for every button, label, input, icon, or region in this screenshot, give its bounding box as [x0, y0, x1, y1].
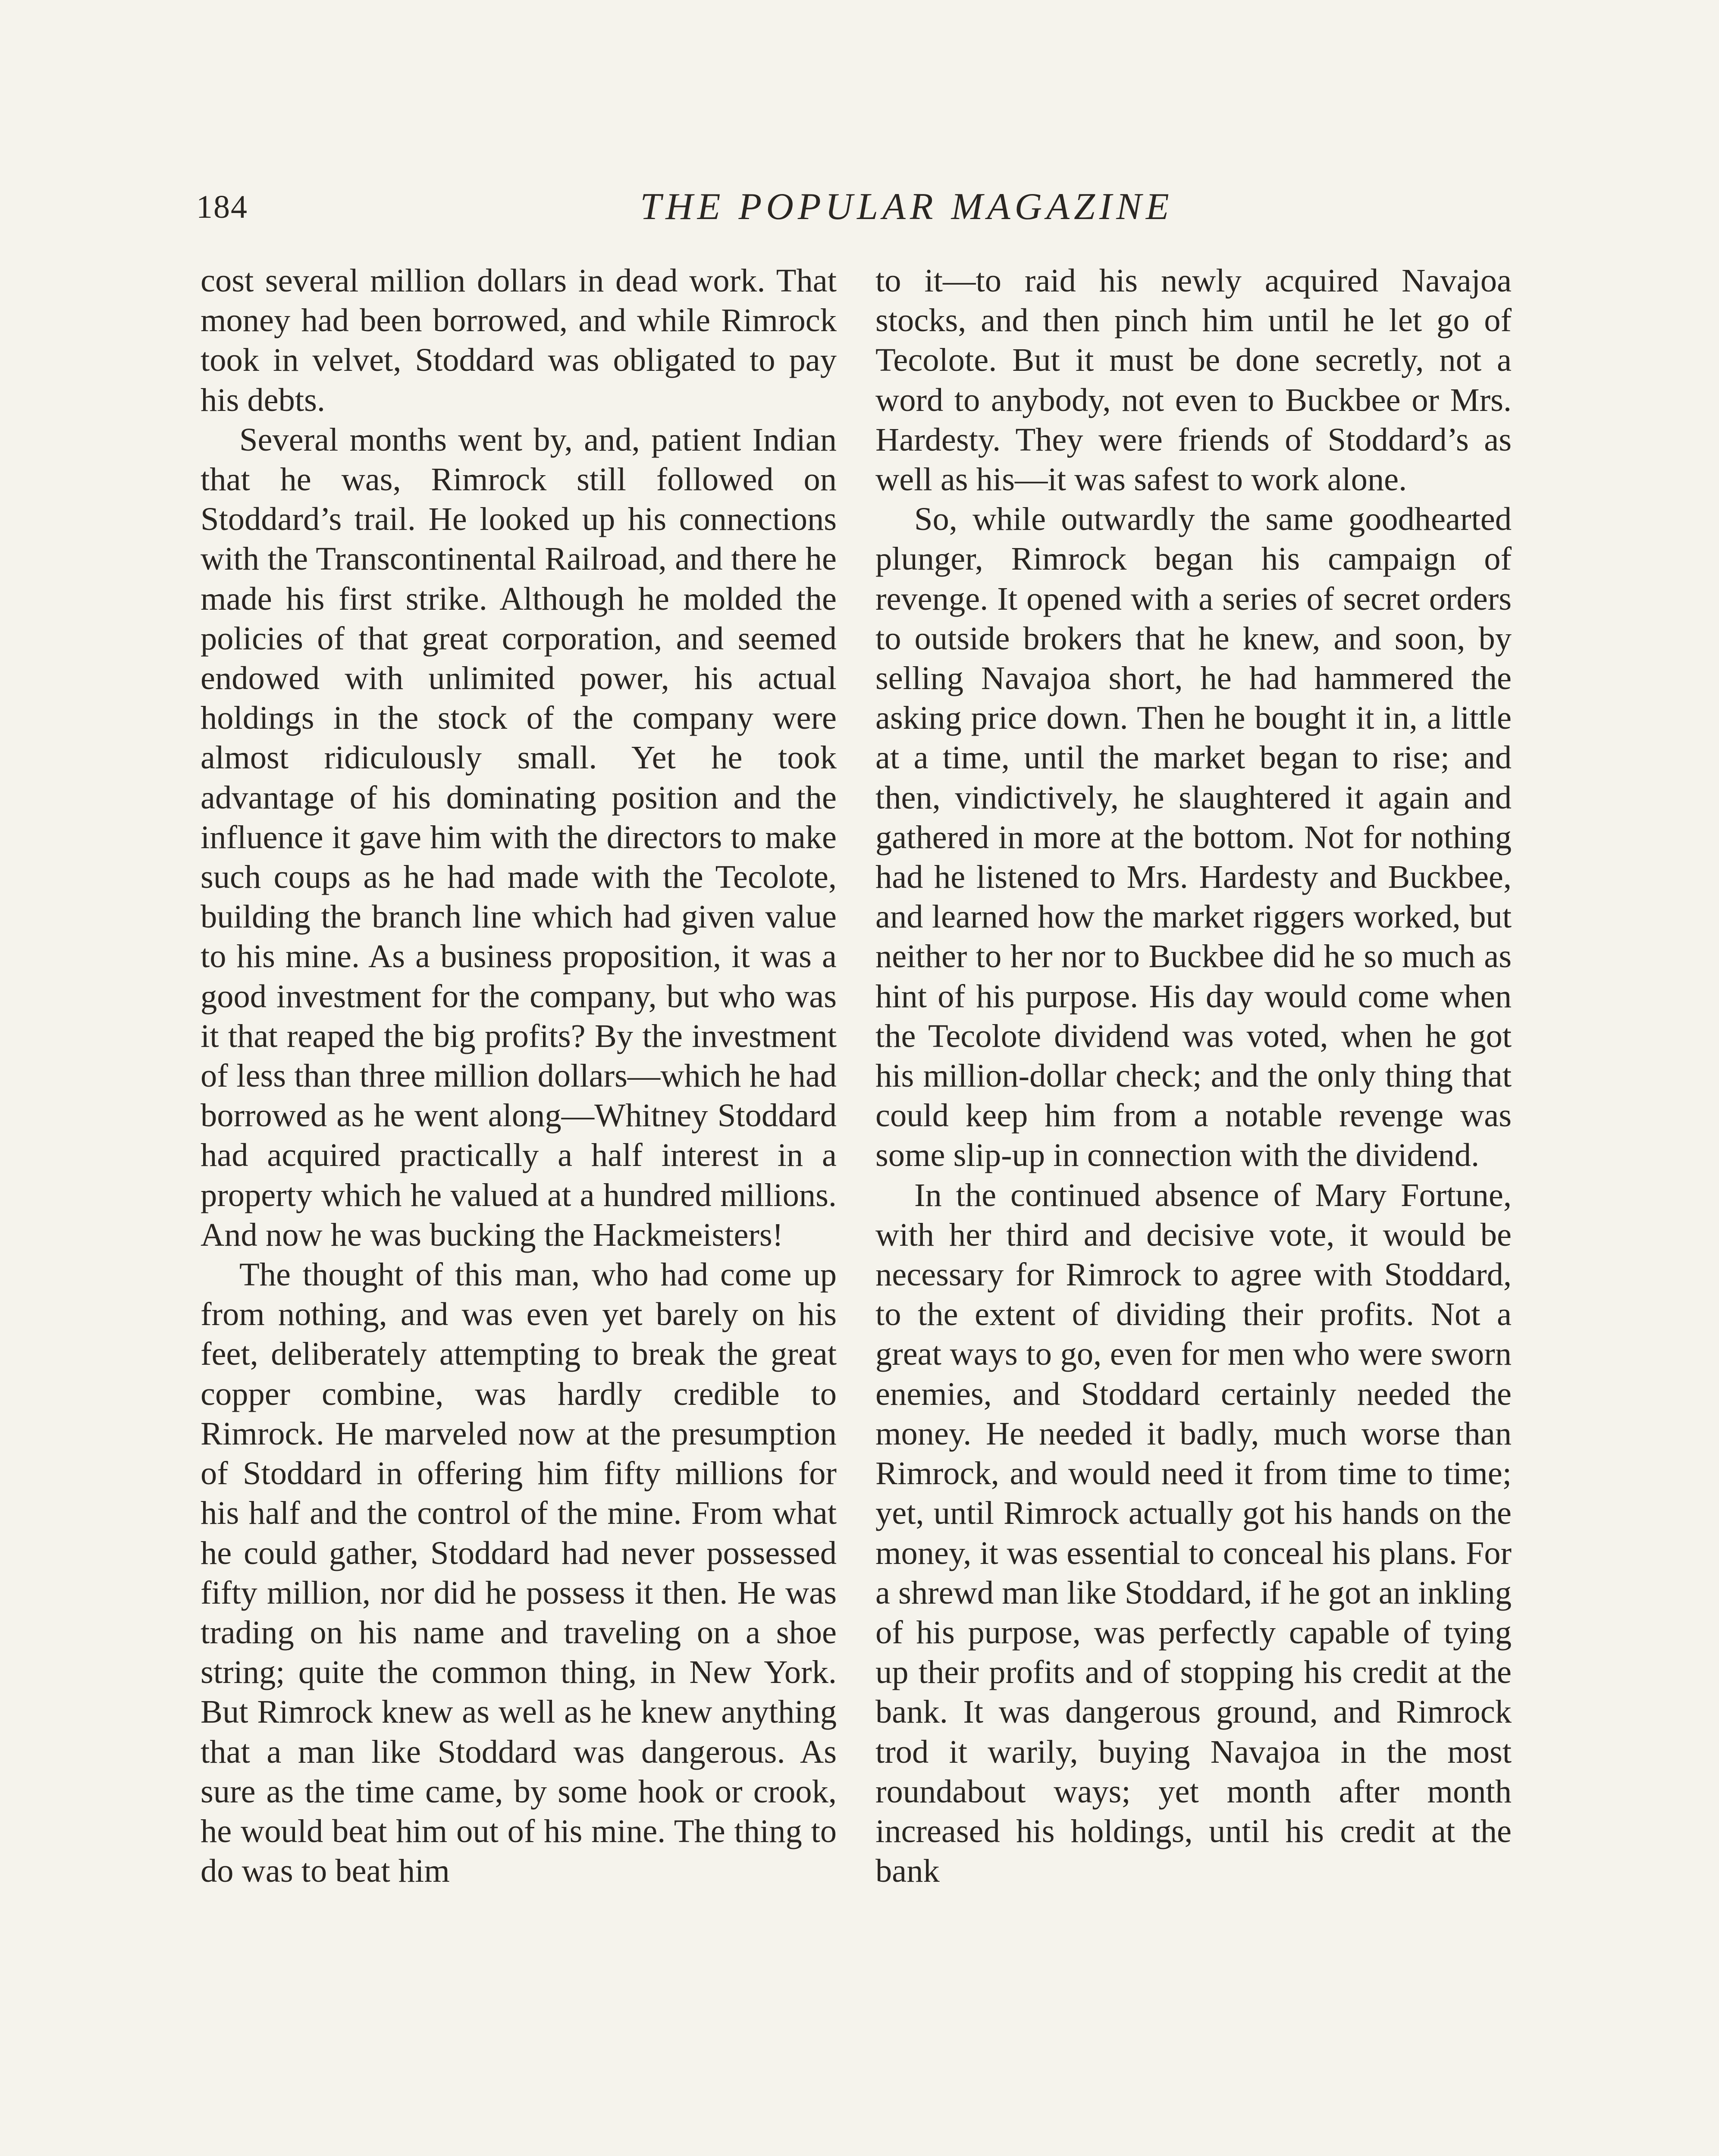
left-text-column: [201, 261, 837, 1891]
paragraph: to it—to raid his newly acquired Navajoa stocks, and then pinch him until he let go of Tecolote. But it must be done secretly, not a word to anybody, not even to Buckbee or Mrs. Hardesty. They were friends of Stoddard’s as well as his—it was safest to work alone.: [875, 262, 1512, 498]
paragraph: The thought of this man, who had come up from nothing, and was even yet barely on his feet, deliberately attempting to break the great copper combine, was hardly credible to Rimrock. He marveled now at the presumption of Stoddard in offering him fifty millions for his half and the control of the mine. From what he could gather, Stoddard had never possessed fifty million, nor did he possess it then. He was trading on his name and traveling on a shoe string; quite the common thing, in New York. But Rimrock knew as well as he knew anything that a man like Stoddard was dangerous. As sure as the time came, by some hook or crook, he would beat him out of his mine. The thing to do was to beat him: [201, 1256, 837, 1890]
paragraph: Several months went by, and, patient Indian that he was, Rimrock still followed on Stoddard’s trail. He looked up his connections with the Transcontinental Railroad, and there he made his first strike. Although he molded the policies of that great corporation, and seemed endowed with unlimited power, his actual holdings in the stock of the company were almost ridiculously small. Yet he took advantage of his dominating position and the influence it gave him with the directors to make such coups as he had made with the Tecolote, building the branch line which had given value to his mine. As a business proposition, it was a good investment for the company, but who was it that reaped the big profits? By the investment of less than three million dollars—which he had borrowed as he went along—Whitney Stoddard had acquired practically a half interest in a property which he valued at a hundred millions. And now he was bucking the Hackmeisters!: [201, 421, 837, 1253]
paragraph: So, while outwardly the same goodhearted plunger, Rimrock began his campaign of revenge. It opened with a series of secret orders to outside brokers that he knew, and soon, by selling Navajoa short, he had hammered the asking price down. Then he bought it in, a little at a time, until the market began to rise; and then, vindictively, he slaughtered it again and gathered in more at the bottom. Not for nothing had he listened to Mrs. Hardesty and Buckbee, and learned how the market riggers worked, but neither to her nor to Buckbee did he so much as hint of his purpose. His day would come when the Tecolote dividend was voted, when he got his million-dollar check; and the only thing that could keep him from a notable revenge was some slip-up in connection with the dividend.: [875, 501, 1512, 1174]
page-header: [196, 185, 1531, 233]
magazine-title: THE POPULAR MAGAZINE: [640, 186, 1173, 228]
paragraph: cost several million dollars in dead work. That money had been borrowed, and while Rimrock took in velvet, Stoddard was obligated to pay his debts.: [201, 262, 837, 418]
page-number: 184: [196, 189, 248, 225]
right-text-column: [875, 261, 1512, 1891]
paragraph: In the continued absence of Mary Fortune, with her third and decisive vote, it would be necessary for Rimrock to agree with Stoddard, to the extent of dividing their profits. Not a great ways to go, even for men who were sworn enemies, and Stoddard certainly needed the money. He needed it badly, much worse than Rimrock, and would need it from time to time; yet, until Rimrock actually got his hands on the money, it was essential to conceal his plans. For a shrewd man like Stoddard, if he got an inkling of his purpose, was perfectly capable of tying up their profits and of stopping his credit at the bank. It was dangerous ground, and Rimrock trod it warily, buying Navajoa in the most roundabout ways; yet month after month increased his holdings, until his credit at the bank: [875, 1176, 1512, 1890]
